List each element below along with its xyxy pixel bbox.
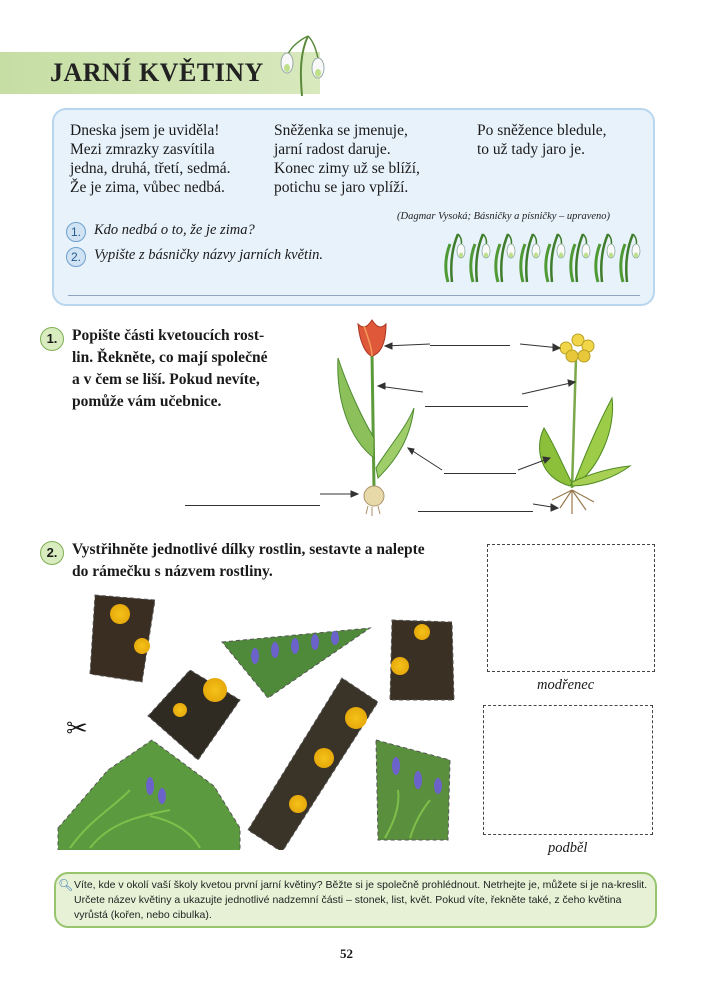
- poem-line: Sněženka se jmenuje,: [274, 122, 408, 139]
- answer-blank[interactable]: [425, 406, 528, 407]
- frame-label-modrenec: modřenec: [537, 677, 595, 693]
- poem-line: jedna, druhá, třetí, sedmá.: [70, 160, 231, 177]
- poem-stanza-1: [70, 121, 231, 197]
- frame-podbel[interactable]: [483, 705, 653, 835]
- poem-line: Dneska jsem je uviděla!: [70, 122, 220, 139]
- poem-line: Mezi zmrazky zasvítila: [70, 141, 215, 158]
- frame-label-podbel: podběl: [548, 840, 588, 856]
- task-line: Popište části kvetoucích rost-: [72, 327, 265, 344]
- task-number: 2.: [40, 541, 64, 565]
- note-text: Víte, kde v okolí vaší školy kvetou první jarní květiny? Běžte si je společně prohlédnout. Netrhejte je, můžete si je na-kreslit. Určete název květiny a ukazujte jednotlivé nadzemní části – stonek, list, květ. Pokud víte, řekněte také, z čeho květina vyrůstá (kořen, nebo cibulka).: [74, 879, 648, 921]
- page-title: JARNÍ KVĚTINY: [50, 58, 264, 87]
- question-number: 2.: [66, 247, 86, 267]
- poem-stanza-2: [274, 121, 420, 197]
- snowdrop-illustration: [270, 28, 340, 98]
- puzzle-pieces: [50, 590, 470, 850]
- task-line: lin. Řekněte, co mají společné: [72, 349, 268, 366]
- scissors-icon: ✂: [66, 714, 88, 744]
- poem-line: potichu se jaro vplíží.: [274, 179, 409, 196]
- task-line: pomůže vám učebnice.: [72, 393, 222, 410]
- answer-blank[interactable]: [444, 473, 516, 474]
- poem-line: to už tady jaro je.: [477, 141, 586, 158]
- answer-blank[interactable]: [430, 345, 510, 346]
- poem-stanza-3: [477, 121, 607, 159]
- plant-part-arrows: [180, 330, 640, 520]
- answer-blank[interactable]: [418, 511, 533, 512]
- poem-line: jarní radost daruje.: [274, 141, 391, 158]
- page-number: 52: [340, 946, 353, 961]
- task-line: a v čem se liší. Pokud nevíte,: [72, 371, 260, 388]
- frame-modrenec[interactable]: [487, 544, 655, 672]
- task-number: 1.: [40, 327, 64, 351]
- poem-author: (Dagmar Vysoká; Básničky a písničky – upraveno): [397, 211, 611, 222]
- snowdrop-row-illustration: [440, 228, 645, 284]
- poem-line: Po sněžence bledule,: [477, 122, 607, 139]
- poem-line: Konec zimy už se blíží,: [274, 160, 420, 177]
- magnifier-icon: 🔍︎: [58, 878, 74, 892]
- question-number: 1.: [66, 222, 86, 242]
- question-text: Vypište z básničky názvy jarních květin.: [94, 247, 323, 263]
- task-line: do rámečku s názvem rostliny.: [72, 563, 273, 580]
- task-line: Vystřihněte jednotlivé dílky rostlin, sestavte a nalepte: [72, 541, 425, 558]
- question-text: Kdo nedbá o to, že je zima?: [94, 222, 255, 238]
- answer-line: [68, 295, 640, 296]
- task-2-text: [72, 539, 425, 583]
- answer-blank[interactable]: [185, 505, 320, 506]
- poem-line: Že je zima, vůbec nedbá.: [70, 179, 225, 196]
